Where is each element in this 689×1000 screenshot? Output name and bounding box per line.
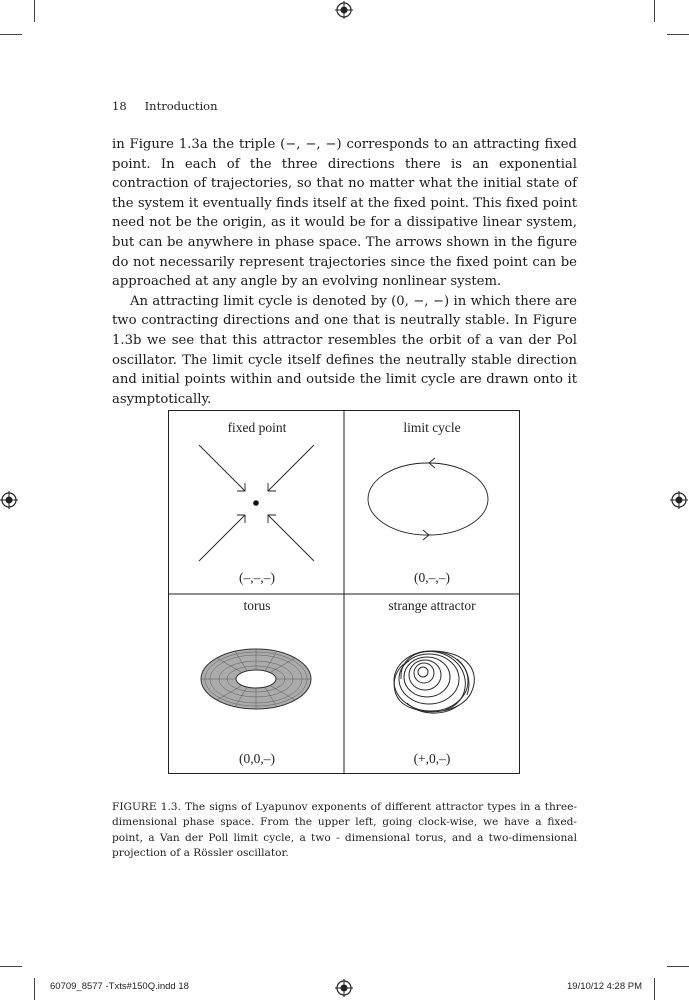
lyapunov-signature: (0,–,–) bbox=[414, 570, 450, 585]
crop-mark bbox=[667, 34, 689, 35]
fixed-point-diagram bbox=[199, 445, 314, 561]
limit-cycle-diagram bbox=[368, 458, 488, 540]
panel-title: limit cycle bbox=[403, 420, 461, 435]
page-number: 18 bbox=[112, 99, 127, 113]
paragraph: in Figure 1.3a the triple (−, −, −) corresponds to an attracting fixed point. In each of the three directions there is an exponential contraction of trajectories, so that no matter what the initial state of the system it eventually finds itself at the fixed point. This fixed point need not be the origin, as it would be for a dissipative linear system, but can be anywhere in phase space. The arrows shown in the figure do not necessarily represent trajectories since the fixed point can be approached at any angle by an evolving nonlinear system. bbox=[112, 137, 577, 290]
arrow-shaft bbox=[199, 445, 245, 491]
fixed-point-dot bbox=[253, 500, 259, 506]
panel-title: fixed point bbox=[227, 420, 287, 435]
attractor-figure bbox=[168, 410, 520, 774]
registration-mark-icon bbox=[670, 491, 688, 509]
panel-title: strange attractor bbox=[388, 598, 476, 613]
crop-mark bbox=[667, 966, 689, 967]
crop-mark bbox=[34, 978, 35, 1000]
registration-mark-icon bbox=[335, 979, 353, 997]
body-text bbox=[112, 135, 577, 409]
arrow-shaft bbox=[268, 445, 314, 491]
slug-datetime: 19/10/12 4:28 PM bbox=[567, 981, 642, 992]
figure-caption: FIGURE 1.3. The signs of Lyapunov exponents of different attractor types in a three-dimensional phase space. From the upper left, going clock-wise, we have a fixed-point, a Van der Poll limit cycle, a two - dimensional torus, and a two-dimensional projection of a Rössler oscillator. bbox=[112, 801, 577, 860]
limit-cycle-orbit bbox=[368, 463, 488, 535]
crop-mark bbox=[0, 34, 22, 35]
running-head bbox=[112, 99, 217, 113]
crop-mark bbox=[654, 0, 655, 22]
crop-mark bbox=[0, 966, 22, 967]
figure-graphics bbox=[169, 411, 519, 773]
registration-mark-icon bbox=[335, 1, 353, 19]
panel-title: torus bbox=[243, 598, 271, 613]
arrow-shaft bbox=[199, 515, 245, 561]
lyapunov-signature: (0,0,–) bbox=[239, 751, 275, 766]
slug-file: 60709_8577 -Txts#150Q.indd 18 bbox=[50, 981, 189, 992]
lyapunov-signature: (–,–,–) bbox=[239, 570, 275, 585]
arrow-shaft bbox=[268, 515, 314, 561]
registration-mark-icon bbox=[0, 491, 18, 509]
section-title: Introduction bbox=[144, 99, 218, 113]
torus-diagram bbox=[201, 649, 311, 709]
crop-mark bbox=[34, 0, 35, 22]
paragraph: An attracting limit cycle is denoted by (0, −, −) in which there are two contracting directions and one that is neutrally stable. In Figure 1.3b we see that this attractor resembles the orbit of a van der Pol oscillator. The limit cycle itself defines the neutrally stable direction and initial points within and outside the limit cycle are drawn onto it asymptotically. bbox=[112, 293, 577, 407]
crop-mark bbox=[654, 978, 655, 1000]
lyapunov-signature: (+,0,–) bbox=[413, 751, 451, 766]
strange-attractor-diagram bbox=[394, 651, 474, 713]
